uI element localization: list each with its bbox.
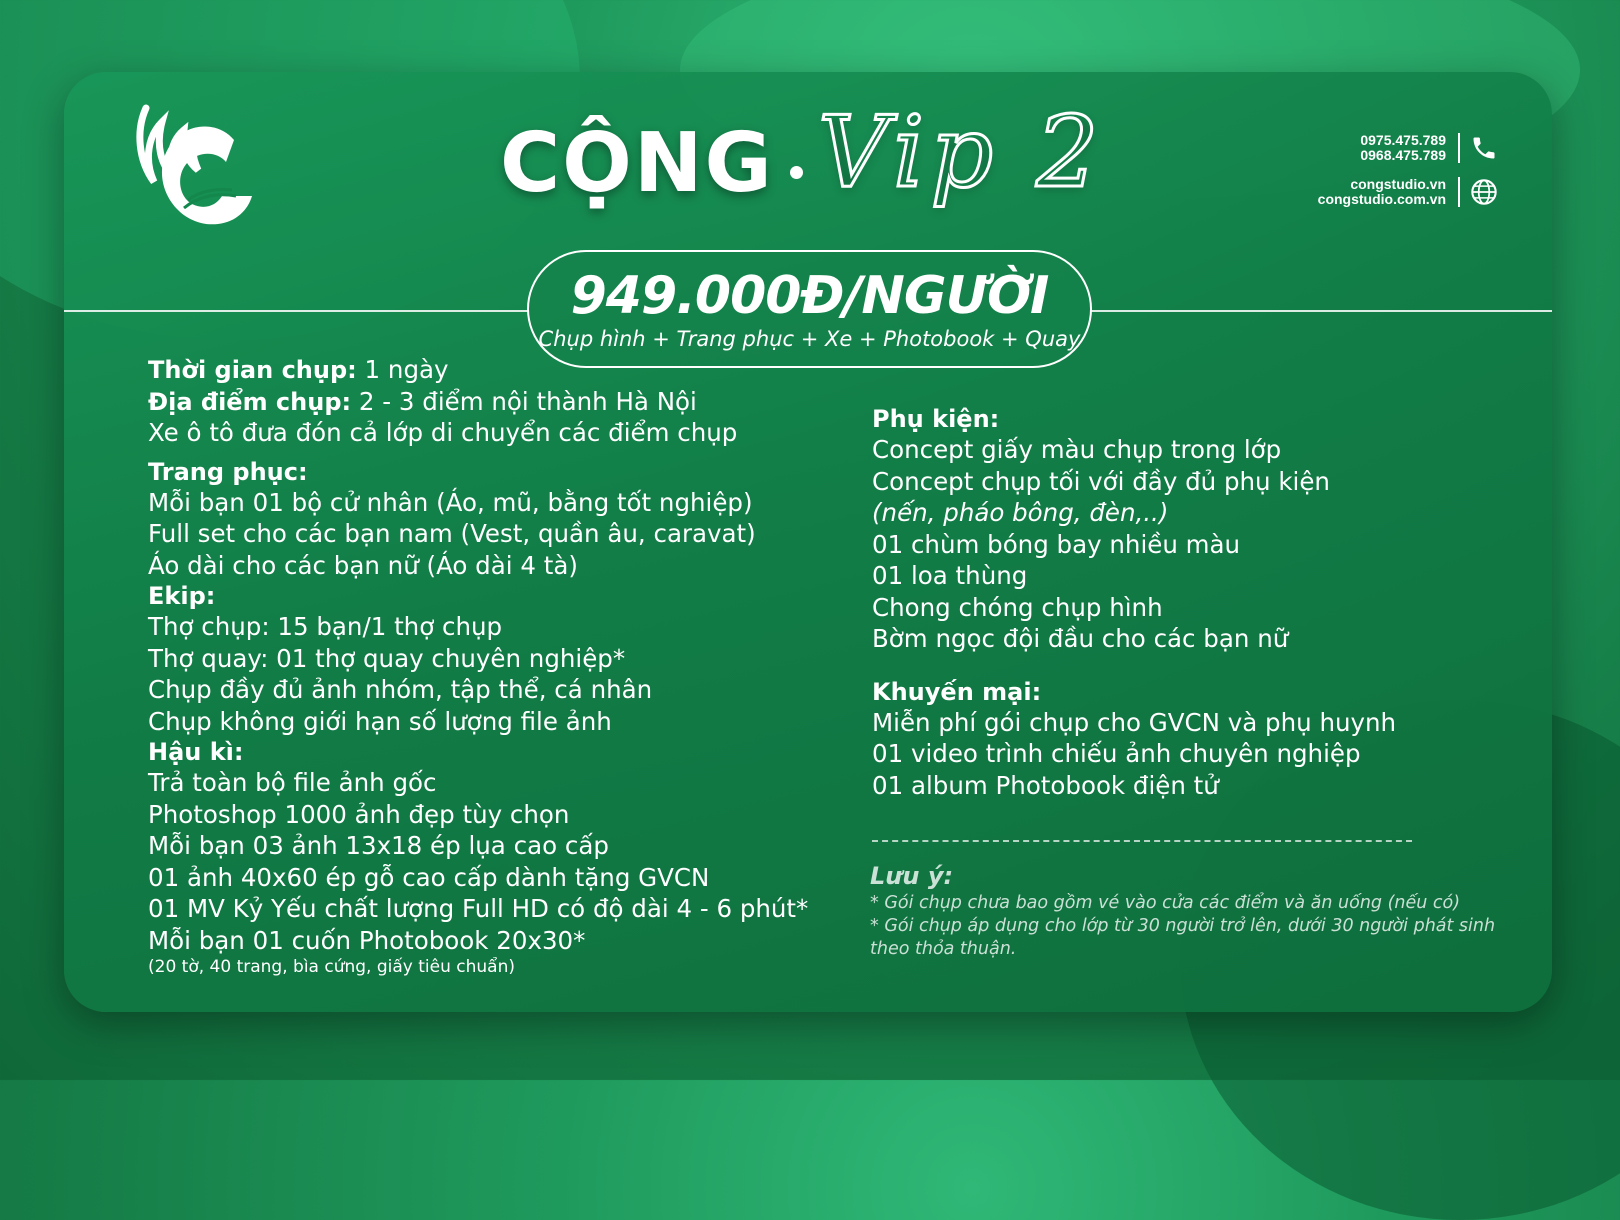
globe-icon (1470, 178, 1498, 206)
details-right-column (872, 404, 1396, 801)
list-item: 01 video trình chiếu ảnh chuyên nghiệp (872, 739, 1361, 768)
divider (1458, 133, 1460, 163)
phone-icon (1470, 134, 1498, 162)
phone-row (1238, 133, 1498, 163)
price-badge (527, 250, 1092, 368)
divider-line-left (64, 310, 529, 312)
list-item: Photoshop 1000 ảnh đẹp tùy chọn (148, 799, 570, 829)
list-item: Chong chóng chụp hình (872, 592, 1163, 622)
website-2[interactable]: congstudio.com.vn (1317, 191, 1446, 207)
note-heading: Lưu ý: (870, 862, 954, 890)
promotion-heading: Khuyến mại: (872, 677, 1042, 706)
list-item: Trả toàn bộ file ảnh gốc (148, 768, 437, 797)
list-item: Mỗi bạn 03 ảnh 13x18 ép lụa cao cấp (148, 831, 609, 860)
website-1[interactable]: congstudio.vn (1350, 176, 1446, 192)
shooting-time: Thời gian chụp: 1 ngày (148, 355, 449, 384)
list-item: (nến, pháo bông, đèn,..) (872, 498, 1169, 527)
details-left-column (148, 354, 808, 978)
list-item: Mỗi bạn 01 bộ cử nhân (Áo, mũ, bằng tốt nghiệp) (148, 487, 753, 517)
transport-info: Xe ô tô đưa đón cả lớp di chuyển các điểm chụp (148, 418, 738, 447)
divider (1458, 177, 1460, 207)
phone-number-2[interactable]: 0968.475.789 (1360, 147, 1446, 163)
list-item: 01 chùm bóng bay nhiều màu (872, 529, 1241, 559)
list-item: 01 loa thùng (872, 561, 1028, 590)
post-production-heading: Hậu kì: (148, 738, 244, 766)
price-amount: 949.000Đ/NGƯỜI (570, 266, 1049, 326)
brand-name: CỘNG (500, 116, 774, 211)
website-row (1238, 177, 1498, 207)
package-name: Vip 2 (818, 96, 1105, 210)
notes-section (870, 860, 1510, 961)
list-item: 01 album Photobook điện tử (872, 770, 1219, 800)
package-title (500, 96, 1140, 246)
list-item: Concept giấy màu chụp trong lớp (872, 435, 1282, 464)
note-item: * Gói chụp áp dụng cho lớp từ 30 người trở lên, dưới 30 người phát sinh theo thỏa thuận. (870, 916, 1496, 959)
shooting-place: Địa điểm chụp: 2 - 3 điểm nội thành Hà Nội (148, 386, 697, 416)
accessory-heading: Phụ kiện: (872, 405, 1000, 433)
list-item: Full set cho các bạn nam (Vest, quần âu, caravat) (148, 519, 756, 548)
list-item: Thợ quay: 01 thợ quay chuyên nghiệp* (148, 643, 626, 673)
list-item: Miễn phí gói chụp cho GVCN và phụ huynh (872, 707, 1397, 737)
list-item: 01 ảnh 40x60 ép gỗ cao cấp dành tặng GVCN (148, 862, 710, 892)
list-item: Thợ chụp: 15 bạn/1 thợ chụp (148, 612, 503, 641)
list-item: Chụp đầy đủ ảnh nhóm, tập thể, cá nhân (148, 675, 653, 704)
list-item: Chụp không giới hạn số lượng file ảnh (148, 706, 612, 736)
list-item: Bờm ngọc đội đầu cho các bạn nữ (872, 624, 1289, 653)
note-item: * Gói chụp chưa bao gồm vé vào cửa các điểm và ăn uống (nếu có) (870, 893, 1461, 913)
ekip-heading: Ekip: (148, 582, 216, 610)
phone-number-1[interactable]: 0975.475.789 (1360, 132, 1446, 148)
list-item: 01 MV Kỷ Yếu chất lượng Full HD có độ dài 4 - 6 phút* (148, 894, 809, 923)
contact-info (1238, 133, 1498, 221)
costume-heading: Trang phục: (148, 457, 308, 486)
list-item: Concept chụp tối với đầy đủ phụ kiện (872, 466, 1330, 496)
dashed-divider (872, 840, 1412, 842)
list-item: Áo dài cho các bạn nữ (Áo dài 4 tà) (148, 550, 578, 580)
price-includes: Chụp hình + Trang phục + Xe + Photobook + Quay (538, 327, 1081, 351)
divider-line-right (1090, 310, 1552, 312)
title-dot (790, 166, 803, 179)
brand-logo-icon (126, 100, 258, 240)
list-item: Mỗi bạn 01 cuốn Photobook 20x30* (148, 925, 586, 955)
photobook-note: (20 tờ, 40 trang, bìa cứng, giấy tiêu chuẩn) (148, 957, 515, 977)
